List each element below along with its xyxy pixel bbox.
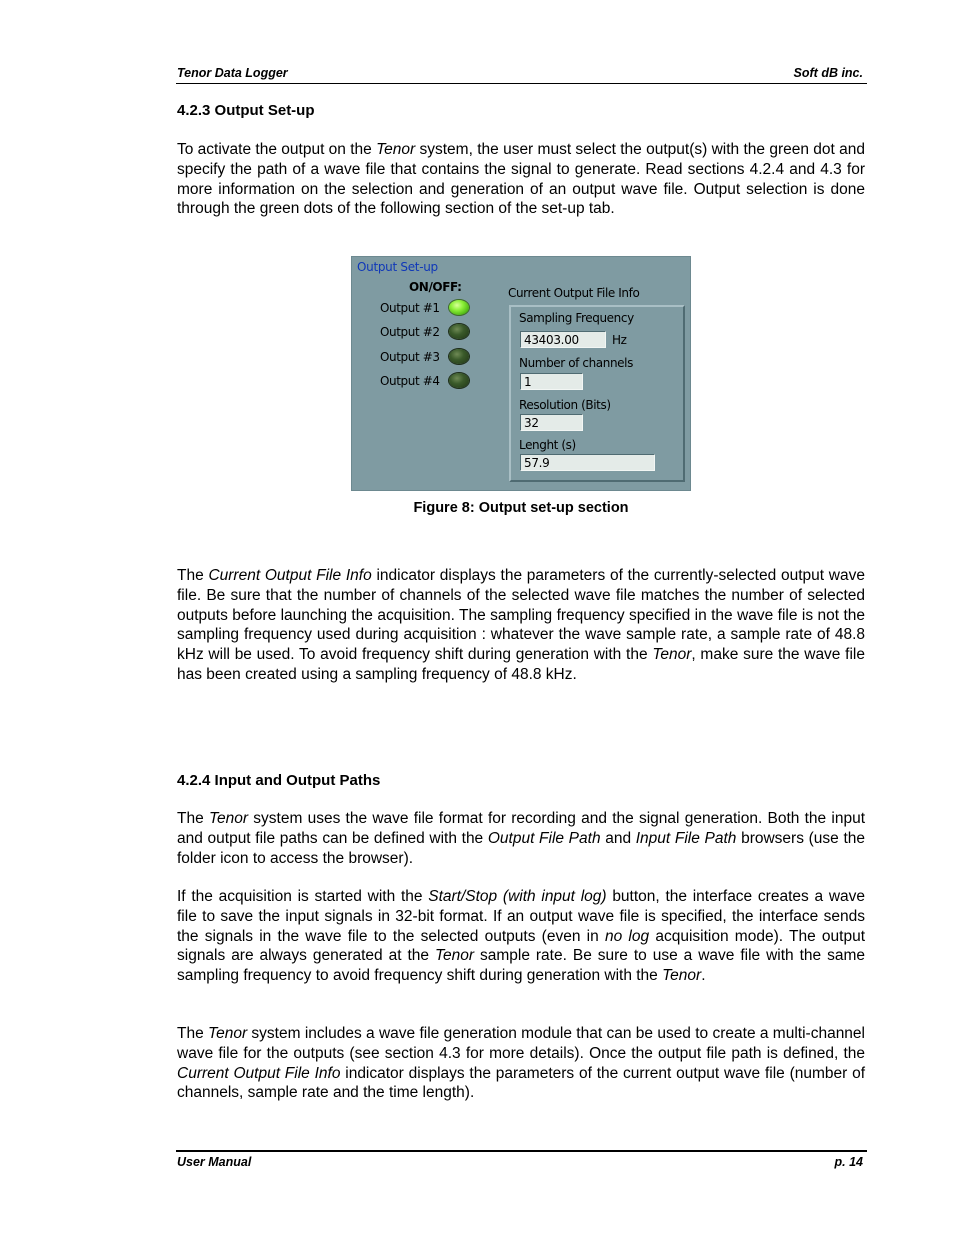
sampling-frequency-label: Sampling Frequency	[519, 311, 634, 325]
sampling-frequency-unit: Hz	[612, 333, 627, 347]
number-of-channels-label: Number of channels	[519, 356, 633, 370]
sampling-frequency-value: 43403.00	[520, 331, 606, 348]
number-of-channels-value: 1	[520, 373, 583, 390]
onoff-label: ON/OFF:	[409, 280, 462, 294]
output-1-led-toggle[interactable]	[449, 300, 469, 315]
paragraph-wave-file-format: The Tenor system uses the wave file format for recording and the signal generation. Both the input and output file paths can be defined with the Output File Path and Input File Path browsers (use the folder icon to access the browser).	[177, 810, 866, 867]
section-heading-input-output-paths: 4.2.4 Input and Output Paths	[177, 772, 381, 789]
paragraph-output-activation: To activate the output on the Tenor system, the user must select the output(s) with the green dot and specify the path of a wave file that contains the signal to generate. Read sections 4.2.4 and 4.3 for more information on the selection and generation of an output wave file. Output selection is done through the green dots of the following section of the set-up tab.	[177, 141, 865, 218]
page-footer	[176, 1150, 867, 1174]
current-output-file-info-title: Current Output File Info	[508, 286, 640, 300]
output-3-label: Output #3	[380, 350, 440, 364]
length-value: 57.9	[520, 454, 655, 471]
output-2-label: Output #2	[380, 325, 440, 339]
resolution-label: Resolution (Bits)	[519, 398, 611, 412]
paragraph-current-output-info: The Current Output File Info indicator displays the parameters of the currently-selected output wave file. Be sure that the number of channels of the selected wave file matches the number of selected outputs before launching the acquisition. The sampling frequency specified in the wave file is not the sampling frequency used during acquisition : whatever the wave sample rate, a sample rate of 48.8 kHz will be used. To avoid frequency shift during generation with the Tenor, make sure the wave file has been created using a sampling frequency of 48.8 kHz.	[177, 567, 865, 683]
output-4-label: Output #4	[380, 374, 440, 388]
paragraph-wave-generation-module: The Tenor system includes a wave file generation module that can be used to create a multi-channel wave file for the outputs (see section 4.3 for more details). Once the output file path is defined, the Current Output File Info indicator displays the parameters of the current output wave file (number of channels, sample rate and the time length).	[177, 1025, 866, 1102]
figure-caption: Figure 8: Output set-up section	[413, 500, 629, 516]
length-label: Lenght (s)	[519, 438, 576, 452]
paragraph-acquisition-start: If the acquisition is started with the Start/Stop (with input log) button, the interface creates a wave file to save the input signals in 32-bit format. If an output wave file is specified, the interface sends the signals in the wave file to the selected outputs (even in no log acquisition mode). The output signals are always generated at the Tenor sample rate. Be sure to use a wave file with the same sampling frequency to avoid frequency shift during generation with the Tenor.	[177, 888, 866, 985]
resolution-value: 32	[520, 414, 583, 431]
header-company: Soft dB inc.	[793, 66, 863, 80]
output-2-led-toggle[interactable]	[449, 324, 469, 339]
section-heading-output-setup: 4.2.3 Output Set-up	[177, 102, 315, 119]
output-4-led-toggle[interactable]	[449, 373, 469, 388]
footer-page-number: p. 14	[834, 1155, 863, 1169]
header-title: Tenor Data Logger	[177, 66, 288, 80]
footer-manual-label: User Manual	[177, 1155, 252, 1169]
output-setup-panel-figure	[351, 256, 691, 491]
output-1-label: Output #1	[380, 301, 440, 315]
page-header	[176, 64, 867, 84]
output-3-led-toggle[interactable]	[449, 349, 469, 364]
panel-title: Output Set-up	[357, 260, 438, 274]
